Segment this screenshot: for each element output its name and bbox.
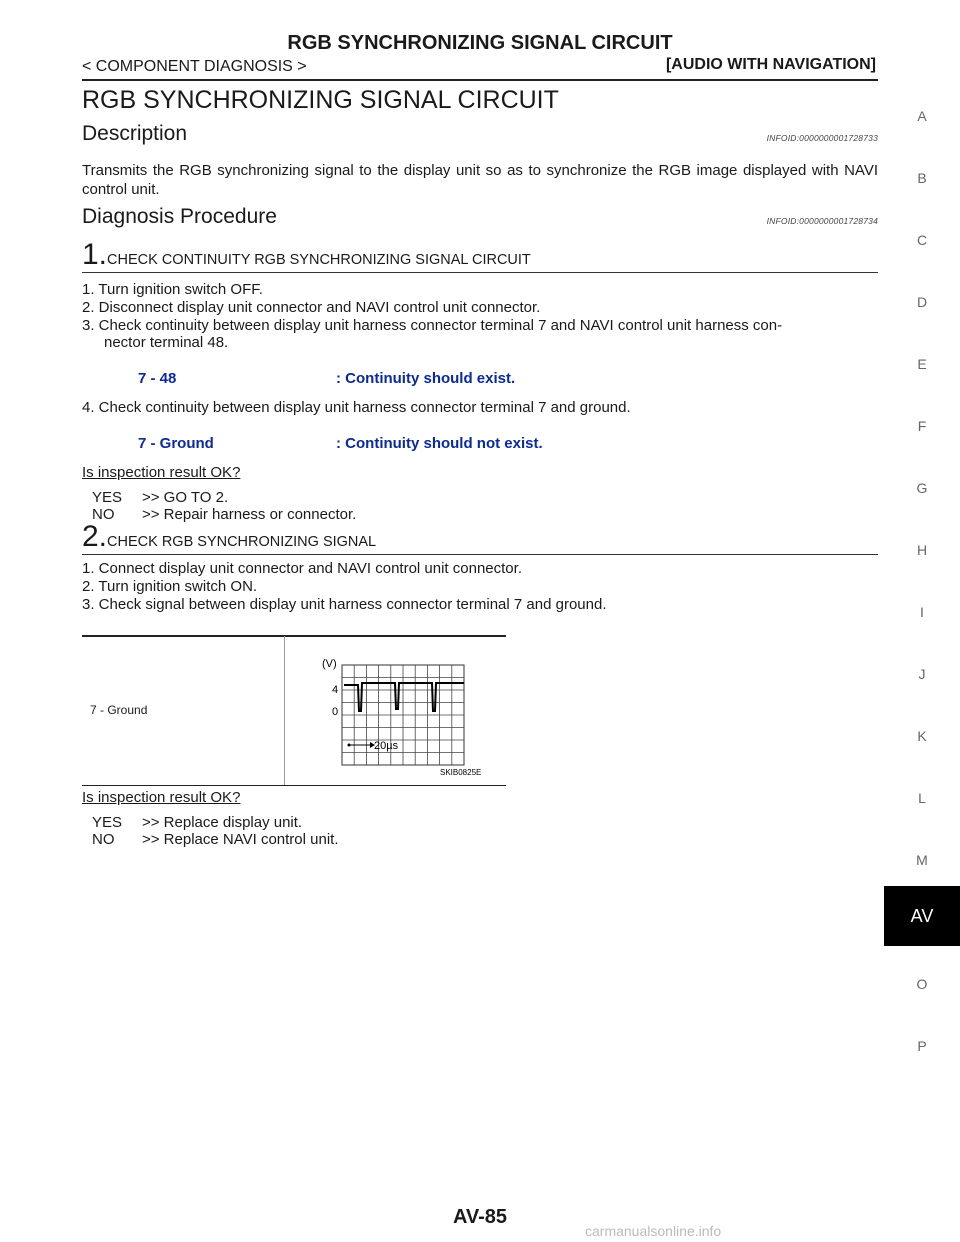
scope-figure-code: SKIB0825E [440,768,482,777]
step1-number: 1. [82,238,108,271]
breadcrumb: < COMPONENT DIAGNOSIS > [82,58,307,75]
side-index-j[interactable]: J [918,666,926,682]
side-index-g[interactable]: G [916,480,928,496]
spec1-value: : Continuity should exist. [336,370,516,387]
header-title: RGB SYNCHRONIZING SIGNAL CIRCUIT [287,32,673,54]
side-index-f[interactable]: F [917,418,927,434]
side-index-m[interactable]: M [916,852,928,868]
step1-item-2: 2. Disconnect display unit connector and NAVI control unit connector. [82,299,541,316]
step2-no-text: >> Replace NAVI control unit. [142,831,339,848]
side-index-a[interactable]: A [917,108,927,124]
step2-yes-label: YES [92,814,123,831]
step1-header [82,240,878,273]
step1-item-1: 1. Turn ignition switch OFF. [82,281,263,298]
page-number: AV-85 [452,1206,508,1228]
spec2-key: 7 - Ground [138,435,214,452]
scope-time-arrow-start [348,744,351,747]
side-index-c[interactable]: C [916,232,928,248]
step1-item-4: 4. Check continuity between display unit harness connector terminal 7 and ground. [82,399,631,416]
step1-item-3-cont: nector terminal 48. [104,334,229,351]
side-index-p[interactable]: P [917,1038,927,1054]
step2-question: Is inspection result OK? [82,789,241,806]
signal-table-bottom-rule [82,785,506,786]
side-index-e[interactable]: E [917,356,927,372]
step2-title: CHECK RGB SYNCHRONIZING SIGNAL [107,534,377,550]
step2-item-3: 3. Check signal between display unit harness connector terminal 7 and ground. [82,596,607,613]
step2-header [82,522,878,555]
description-text: Transmits the RGB synchronizing signal to the display unit so as to synchronize the RGB image displayed with NAVI control unit. [82,162,878,198]
step1-title: CHECK CONTINUITY RGB SYNCHRONIZING SIGNAL CIRCUIT [107,252,531,268]
watermark: carmanualsonline.info [585,1223,722,1239]
page-title: RGB SYNCHRONIZING SIGNAL CIRCUIT [82,86,559,114]
side-index-b[interactable]: B [917,170,927,186]
diagnosis-heading: Diagnosis Procedure [82,205,277,228]
signal-table-top-rule [82,635,506,637]
header-rule [82,79,878,81]
scope-tick-low: 0 [332,706,339,718]
step1-question: Is inspection result OK? [82,464,241,481]
step2-number: 2. [82,520,108,553]
side-index-av[interactable]: AV [884,886,960,946]
section-label: [AUDIO WITH NAVIGATION] [665,56,876,73]
signal-table-label: 7 - Ground [90,703,148,717]
description-infoid: INFOID:0000000001728733 [766,133,878,143]
side-index-l[interactable]: L [918,790,926,806]
scope-time-label: 20µs [374,740,399,752]
oscilloscope-waveform [300,645,500,785]
step1-yes-text: >> GO TO 2. [142,489,229,506]
side-index-k[interactable]: K [917,728,927,744]
signal-table-divider [284,636,285,785]
side-index-h[interactable]: H [916,542,928,558]
step1-no-label: NO [92,506,115,523]
spec2-value: : Continuity should not exist. [336,435,543,452]
scope-trace [344,683,464,711]
step1-item-3: 3. Check continuity between display unit harness connector terminal 7 and NAVI control unit harness con- [82,317,783,334]
scope-unit-label: (V) [322,658,337,670]
spec1-key: 7 - 48 [138,370,177,387]
scope-grid [342,665,464,765]
side-index-o[interactable]: O [916,976,928,992]
description-heading: Description [82,122,188,145]
step2-item-2: 2. Turn ignition switch ON. [82,578,258,595]
diagnosis-infoid: INFOID:0000000001728734 [766,216,878,226]
step2-no-label: NO [92,831,115,848]
step2-item-1: 1. Connect display unit connector and NAVI control unit connector. [82,560,522,577]
side-index-i[interactable]: I [920,604,924,620]
side-index-d[interactable]: D [916,294,928,310]
step1-yes-label: YES [92,489,123,506]
scope-tick-high: 4 [332,684,339,696]
step2-yes-text: >> Replace display unit. [142,814,303,831]
step1-no-text: >> Repair harness or connector. [142,506,357,523]
